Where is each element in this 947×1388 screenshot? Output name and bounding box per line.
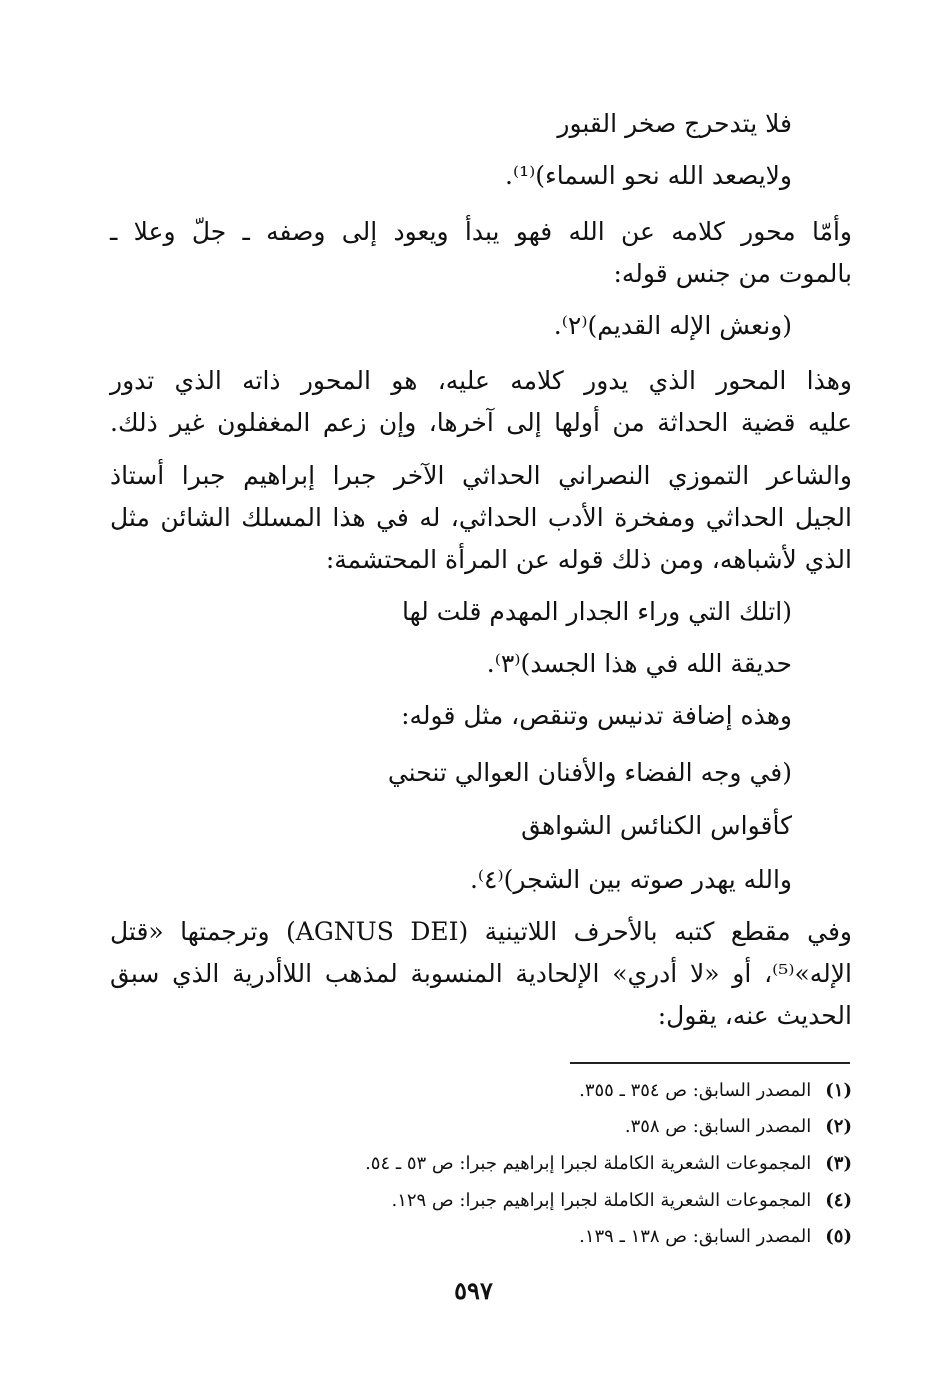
verse-line: (في وجه الفضاء والأفنان العوالي تنحني [387,758,792,787]
verse-line: كأقواس الكنائس الشواهق [521,811,792,840]
paragraph-line: وهذه إضافة تدنيس وتنقص، مثل قوله: [401,701,792,730]
verse-line: (ونعش الإله القديم)⁽٢⁾. [553,311,792,340]
footnote [365,1149,852,1179]
footnote-number: (١) [825,1080,852,1101]
paragraph-line: الذي لأشباهه، ومن ذلك قوله عن المرأة المحتشمة: [325,545,852,574]
footnote-divider [570,1062,850,1064]
paragraph-line: وهذا المحور الذي يدور كلامه عليه، هو المحور ذاته الذي تدور [110,366,852,395]
footnote [579,1076,852,1106]
footnote [625,1112,852,1142]
paragraph-line: الحديث عنه، يقول: [657,1001,852,1030]
footnote-number: (٥) [825,1226,852,1247]
footnote-number: (٤) [825,1190,852,1211]
paragraph-line: والشاعر التموزي النصراني الحداثي الآخر جبرا إبراهيم جبرا أستاذ [110,461,852,490]
footnote-text: المجموعات الشعرية الكاملة لجبرا إبراهيم جبرا: ص ١٢٩. [391,1190,812,1211]
paragraph-line: بالموت من جنس قوله: [613,259,852,288]
footnote-text: المصدر السابق: ص ١٣٨ ـ ١٣٩. [579,1226,812,1247]
paragraph-line: وأمّا محور كلامه عن الله فهو يبدأ ويعود إلى وصفه ـ جلّ وعلا ـ [110,217,852,246]
verse-line: ولايصعد الله نحو السماء)⁽¹⁾. [505,161,792,190]
footnote-number: (٣) [825,1153,852,1174]
paragraph-line: الإله»⁽⁵⁾، أو «لا أدري» الإلحادية المنسوبة لمذهب اللاأدرية الذي سبق [110,959,852,988]
footnote-text: المصدر السابق: ص ٣٥٨. [624,1116,812,1137]
footnote [579,1222,852,1252]
footnote-text: المجموعات الشعرية الكاملة لجبرا إبراهيم جبرا: ص ٥٣ ـ ٥٤. [365,1153,812,1174]
footnote-number: (٢) [825,1116,852,1137]
page-number: ٥٩٧ [454,1276,493,1305]
paragraph-line: عليه قضية الحداثة من أولها إلى آخرها، وإن زعم المغفلون غير ذلك. [110,408,852,437]
verse-line: حديقة الله في هذا الجسد)⁽٣⁾. [486,649,792,678]
footnote-text: المصدر السابق: ص ٣٥٤ ـ ٣٥٥. [579,1080,812,1101]
paragraph-line: وفي مقطع كتبه بالأحرف اللاتينية (AGNUS DEI) وترجمتها «قتل [110,917,852,946]
footnote [391,1186,852,1216]
verse-line: فلا يتدحرج صخر القبور [557,109,792,138]
verse-line: والله يهدر صوته بين الشجر)⁽٤⁾. [469,865,792,894]
verse-line: (اتلك التي وراء الجدار المهدم قلت لها [402,597,792,626]
paragraph-line: الجيل الحداثي ومفخرة الأدب الحداثي، له في هذا المسلك الشائن مثل [110,503,852,532]
